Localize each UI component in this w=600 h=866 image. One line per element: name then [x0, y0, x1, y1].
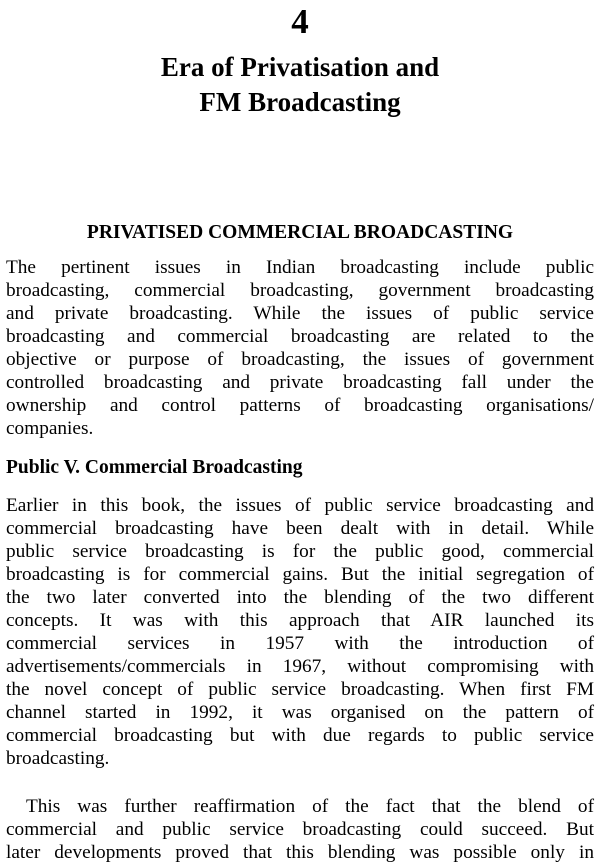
text-line: the novel concept of public service broadcasting. When first FM [6, 679, 594, 700]
chapter-title-line: Era of Privatisation and [160, 52, 440, 82]
text-line: broadcasting. [6, 748, 110, 769]
text-line: public service broadcasting is for the public good, commercial [6, 541, 594, 562]
text-line: ownership and control patterns of broadcasting organisations/ [6, 395, 594, 416]
text-line: later developments proved that this blending was possible only in [6, 842, 594, 863]
text-line: companies. [6, 418, 94, 439]
text-line: This was further reaffirmation of the fact that the blend of [26, 796, 594, 817]
text-line: controlled broadcasting and private broadcasting fall under the [6, 372, 594, 393]
text-line: advertisements/commercials in 1967, without compromising with [6, 656, 594, 677]
text-line: The pertinent issues in Indian broadcasting include public [6, 257, 594, 278]
text-line: broadcasting is for commercial gains. But the initial segregation of [6, 564, 594, 585]
subsection-heading: Public V. Commercial Broadcasting [6, 457, 303, 478]
chapter-title-line: FM Broadcasting [199, 87, 401, 117]
chapter-title [0, 50, 600, 120]
text-line: the two later converted into the blending of the two different [6, 587, 594, 608]
text-line: commercial broadcasting but with due regards to public service [6, 725, 594, 746]
paragraph-public-vs-commercial [6, 494, 594, 770]
text-line: commercial broadcasting have been dealt with in detail. While [6, 518, 594, 539]
text-line: channel started in 1992, it was organised on the pattern of [6, 702, 594, 723]
text-line: broadcasting, commercial broadcasting, government broadcasting [6, 280, 594, 301]
text-line: and private broadcasting. While the issues of public service [6, 303, 594, 324]
text-line: commercial services in 1957 with the introduction of [6, 633, 594, 654]
text-line: concepts. It was with this approach that AIR launched its [6, 610, 594, 631]
text-line: Earlier in this book, the issues of public service broadcasting and [6, 495, 594, 516]
text-line: broadcasting and commercial broadcasting are related to the [6, 326, 594, 347]
text-line: objective or purpose of broadcasting, the issues of government [6, 349, 594, 370]
section-heading: PRIVATISED COMMERCIAL BROADCASTING [86, 222, 514, 243]
chapter-number: 4 [291, 2, 309, 41]
paragraph-intro [6, 256, 594, 440]
text-line: commercial and public service broadcasting could succeed. But [6, 819, 594, 840]
paragraph-reaffirmation [6, 795, 594, 864]
